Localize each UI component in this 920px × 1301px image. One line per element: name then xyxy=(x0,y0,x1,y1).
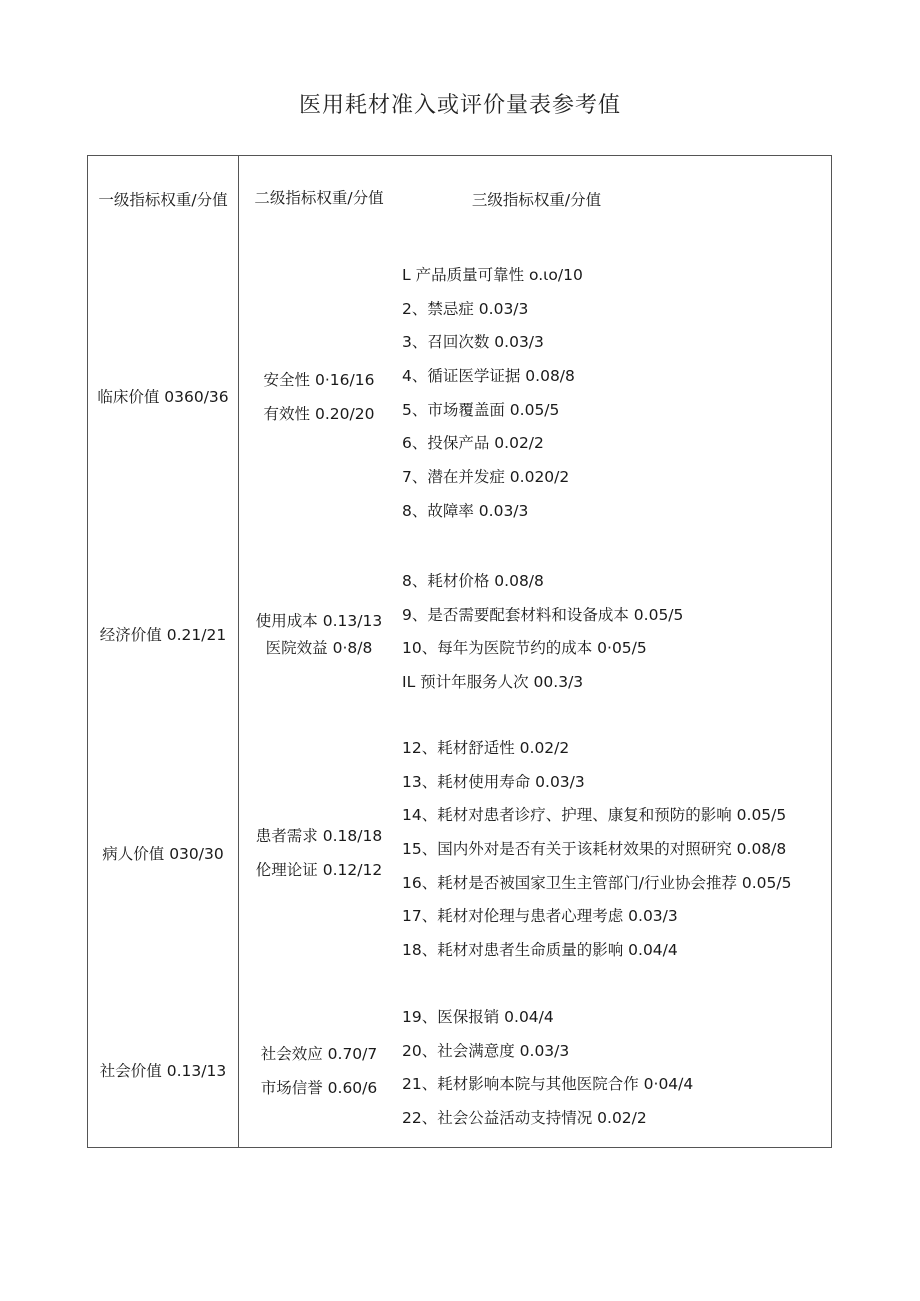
level3-list-social xyxy=(402,1001,693,1136)
level3-item: 22、社会公益活动支持情况 0.02/2 xyxy=(402,1109,647,1128)
level2-social xyxy=(240,1037,398,1105)
level2-item: 患者需求 0.18/18 xyxy=(255,827,383,845)
level3-item: 13、耗材使用寿命 0.03/3 xyxy=(402,772,585,791)
level1-patient-value: 病人价值 030/30 xyxy=(102,845,224,863)
level2-patient xyxy=(240,819,398,887)
level2-clinical xyxy=(240,363,398,431)
header-level3: 三级指标权重/分值 xyxy=(471,191,602,209)
header-level1: 一级指标权重/分值 xyxy=(98,191,228,209)
level3-item: 7、潜在并发症 0.020/2 xyxy=(402,468,570,487)
level3-item: 16、耗材是否被国家卫生主管部门/行业协会推荐 0.05/5 xyxy=(402,873,792,892)
level2-item: 社会效应 0.70/7 xyxy=(260,1045,378,1063)
level3-item: L 产品质量可靠性 o.ιo/10 xyxy=(402,266,583,284)
level3-item: 18、耗材对患者生命质量的影响 0.04/4 xyxy=(402,941,678,960)
level1-economic-value: 经济价值 0.21/21 xyxy=(99,626,227,644)
level3-item: 5、市场覆盖面 0.05/5 xyxy=(402,400,560,419)
level3-item: 20、社会满意度 0.03/3 xyxy=(402,1041,570,1060)
level3-item: 17、耗材对伦理与患者心理考虑 0.03/3 xyxy=(402,907,678,926)
level3-item: 10、每年为医院节约的成本 0·05∕5 xyxy=(402,639,647,658)
level2-item: 安全性 0·16/16 xyxy=(263,371,375,389)
level3-item: 8、故障率 0.03/3 xyxy=(402,501,529,520)
evaluation-table xyxy=(87,155,832,1148)
level3-list-economic xyxy=(402,565,683,700)
level3-item: 9、是否需要配套材料和设备成本 0.05/5 xyxy=(402,605,684,624)
column-divider-1b xyxy=(238,156,239,1147)
level3-list-patient xyxy=(402,732,791,968)
level2-item: 伦理论证 0.12/12 xyxy=(255,861,383,879)
level2-economic: 使用成本 0.13/13 医院效益 0·8∕8 xyxy=(255,612,383,657)
header-level2: 二级指标权重/分值 xyxy=(254,189,384,207)
level2-item: 有效性 0.20/20 xyxy=(263,405,375,423)
level3-item: 15、国内外对是否有关于该耗材效果的对照研究 0.08/8 xyxy=(402,840,787,859)
level3-item: 3、召回次数 0.03/3 xyxy=(402,333,544,352)
document-title: 医用耗材准入或评价量表参考值 xyxy=(298,93,621,118)
level3-item: 4、循证医学证据 0.08/8 xyxy=(402,367,575,386)
level3-item: 6、投保产品 0.02/2 xyxy=(402,434,544,453)
level3-item: 8、耗材价格 0.08/8 xyxy=(402,572,544,590)
level3-item: 14、耗材对患者诊疗、护理、康复和预防的影响 0.05/5 xyxy=(402,806,787,825)
level2-item: 市场信誉 0.60/6 xyxy=(260,1079,378,1097)
level1-social-value: 社会价值 0.13/13 xyxy=(99,1062,227,1080)
level3-item: 19、医保报销 0.04/4 xyxy=(402,1008,554,1026)
level3-item: 21、耗材影响本院与其他医院合作 0·04∕4 xyxy=(402,1075,694,1094)
level3-item: 2、禁忌症 0.03/3 xyxy=(402,299,529,318)
level3-list-clinical xyxy=(402,259,583,529)
level3-item: IL 预计年服务人次 00.3/3 xyxy=(402,673,584,692)
level1-clinical-value: 临床价值 0360/36 xyxy=(97,388,229,406)
level3-item: 12、耗材舒适性 0.02/2 xyxy=(402,739,570,757)
